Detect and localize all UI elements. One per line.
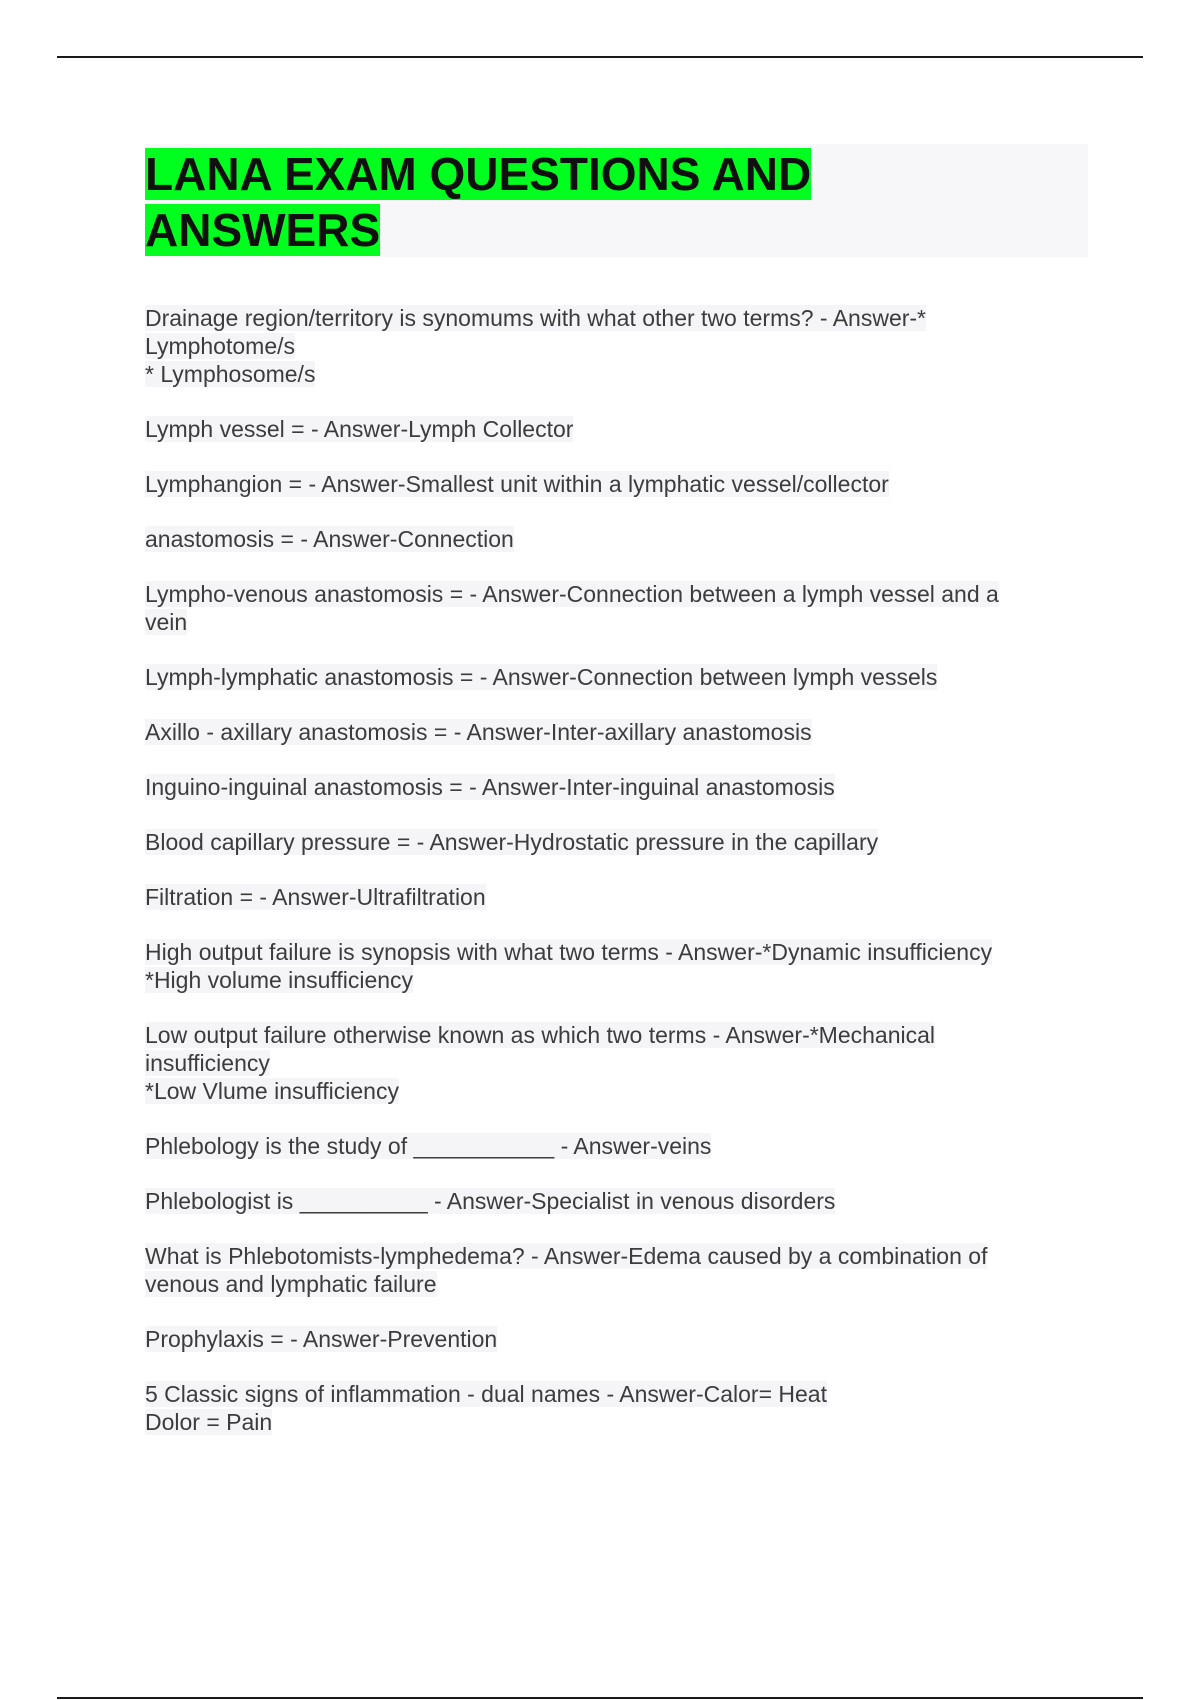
qa-item: anastomosis = - Answer-Connection bbox=[145, 526, 514, 552]
qa-item: What is Phlebotomists-lymphedema? - Answer-Edema caused by a combination of venous and lymphatic failure bbox=[145, 1243, 988, 1297]
qa-item: Lympho-venous anastomosis = - Answer-Connection between a lymph vessel and a vein bbox=[145, 581, 999, 635]
qa-item: Blood capillary pressure = - Answer-Hydrostatic pressure in the capillary bbox=[145, 829, 879, 855]
qa-item: Phlebology is the study of ___________ - Answer-veins bbox=[145, 1133, 712, 1159]
qa-item: 5 Classic signs of inflammation - dual names - Answer-Calor= Heat Dolor = Pain bbox=[145, 1381, 827, 1435]
top-rule bbox=[57, 56, 1143, 58]
qa-item: Inguino-inguinal anastomosis = - Answer-Inter-inguinal anastomosis bbox=[145, 774, 835, 800]
qa-item: High output failure is synopsis with what two terms - Answer-*Dynamic insufficiency *High volume insufficiency bbox=[145, 939, 993, 993]
document-title: LANA EXAM QUESTIONS AND ANSWERS bbox=[145, 148, 812, 256]
qa-item: Prophylaxis = - Answer-Prevention bbox=[145, 1326, 498, 1352]
qa-item: Lymphangion = - Answer-Smallest unit within a lymphatic vessel/collector bbox=[145, 471, 889, 497]
qa-item: Lymph vessel = - Answer-Lymph Collector bbox=[145, 416, 574, 442]
qa-item: Low output failure otherwise known as which two terms - Answer-*Mechanical insufficiency *Low Vlume insufficiency bbox=[145, 1022, 936, 1104]
qa-item: Axillo - axillary anastomosis = - Answer-Inter-axillary anastomosis bbox=[145, 719, 812, 745]
qa-item: Filtration = - Answer-Ultrafiltration bbox=[145, 884, 486, 910]
bottom-rule bbox=[57, 1697, 1143, 1699]
qa-item: Phlebologist is __________ - Answer-Specialist in venous disorders bbox=[145, 1188, 836, 1214]
qa-item: Drainage region/territory is synomums with what other two terms? - Answer-* Lymphotome/s * Lymphosome/s bbox=[145, 305, 927, 387]
qa-list bbox=[145, 304, 1075, 1463]
qa-item: Lymph-lymphatic anastomosis = - Answer-Connection between lymph vessels bbox=[145, 664, 938, 690]
